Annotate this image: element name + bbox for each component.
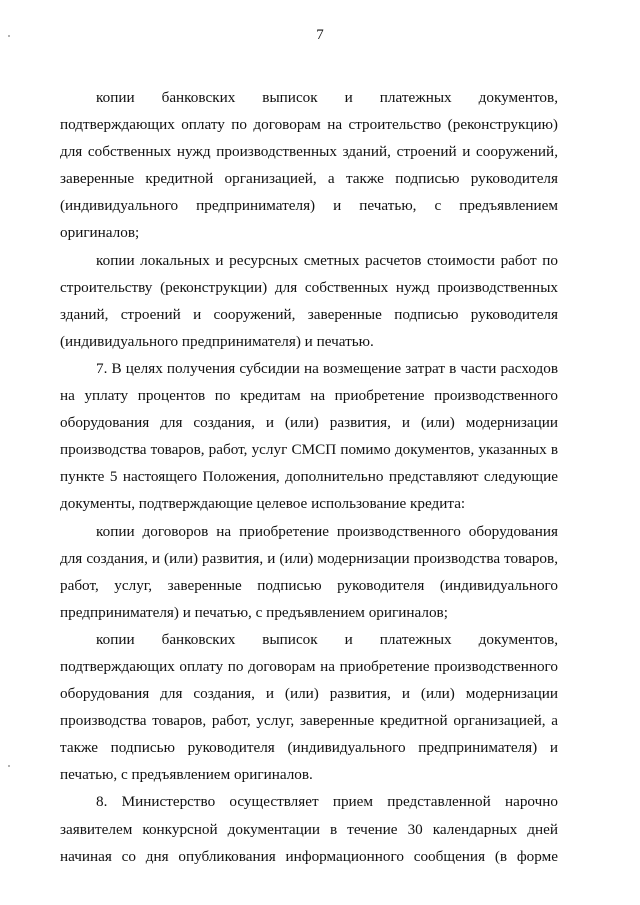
page-number: 7 [316, 27, 324, 43]
paragraph-bank-statements-equipment-end: печатью, с предъявлением оригиналов. [60, 766, 313, 784]
paragraph-equipment-contracts-end: предпринимателя) и печатью, с предъявлением оригиналов; [60, 603, 448, 621]
paragraph-bank-statements-construction-end: оригиналов; [60, 224, 140, 242]
paragraph-estimate-calculations-end: (индивидуального предпринимателя) и печатью. [60, 332, 374, 350]
paragraph-bank-statements-equipment: копии банковских выписок и платежных документов, подтверждающих оплату по договорам на приобретение производственного оборудования для создания, и (или) развития, и (или) модернизации производства товаров, работ, услуг, заверенные кредитной организацией, а также подписью руководителя (индивидуального предпринимателя) и [60, 630, 558, 757]
scan-mark [8, 765, 10, 767]
paragraph-item-7: 7. В целях получения субсидии на возмещение затрат в части расходов на уплату процентов по кредитам на приобретение производственного оборудования для создания, и (или) развития, и (или) модернизации производства товаров, работ, услуг СМСП помимо документов, указанных в пункте 5 настоящего Положения, дополнительно представляют следующие [60, 359, 558, 486]
paragraph-item-7-end: документы, подтверждающие целевое использование кредита: [60, 495, 466, 513]
paragraph-item-8: 8. Министерство осуществляет прием представленной нарочно заявителем конкурсной документации в течение 30 календарных дней начиная со дня опубликования информационного сообщения (в форме [60, 793, 558, 865]
paragraph-estimate-calculations: копии локальных и ресурсных сметных расчетов стоимости работ по строительству (реконструкции) для собственных нужд производственных зданий, строений и сооружений, заверенные подписью руководителя [60, 251, 558, 323]
paragraph-equipment-contracts: копии договоров на приобретение производственного оборудования для создания, и (или) развития, и (или) модернизации производства товаров, работ, услуг, заверенные подписью руководителя (индивидуального [60, 522, 558, 594]
document-body [60, 84, 558, 870]
paragraph-bank-statements-construction: копии банковских выписок и платежных документов, подтверждающих оплату по договорам на строительство (реконструкцию) для собственных нужд производственных зданий, строений и сооружений, заверенные кредитной организацией, а также подписью руководителя (индивидуального предпринимателя) и печатью, с предъявлением [60, 89, 558, 215]
